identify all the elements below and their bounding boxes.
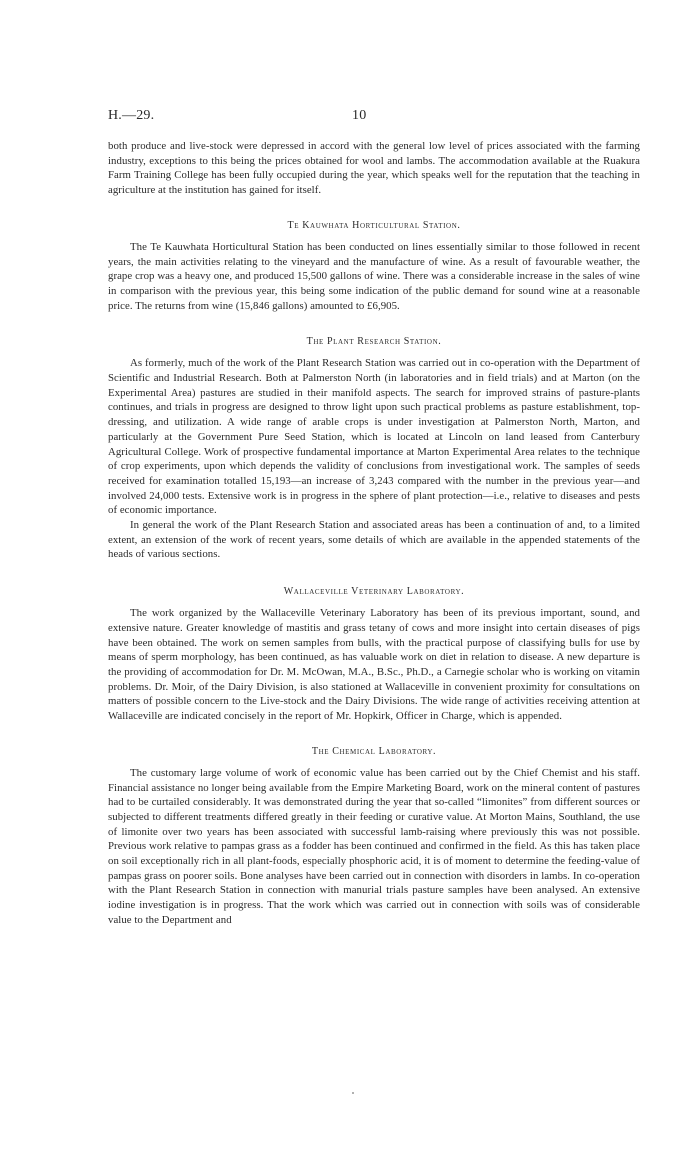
chemical-laboratory-paragraph: The customary large volume of work of economic value has been carried out by the Chief Chemist and his staff. Financial assistance no longer being available from the Empire Marketing Board, work on the mineral content of pastures had to be curtailed considerably. It was demonstrated during the year that so-called “limonites” from different sources or subjected to different treatments differed greatly in their feeding or curative value. At Morton Mains, Southland, the use of limonite over two years has been associated with successful lamb-raising where previously this was not possible. Previous work relative to pampas grass as a fodder has been continued and confirmed in the field. As this has taken place on soil exceptionally rich in all plant-foods, especially phosphoric acid, it is of moment to determine the feeding-value of pampas grass on poorer soils. Bone analyses have been carried out in connection with disorders in lambs. In co-operation with the Plant Research Station in connection with manurial trials pasture samples have been analysed. An extensive iodine investigation is in progress. That the work which was carried out in connection with soils was of considerable value to the Department and	[108, 766, 640, 926]
plant-research-paragraph-2: In general the work of the Plant Research Station and associated areas has been a continuation of and, to a limited extent, an extension of the work of recent years, some details of which are available in the appended statements of the heads of various sections.	[108, 519, 640, 561]
scan-speck	[352, 1092, 354, 1094]
document-reference: H.—29.	[108, 108, 155, 123]
wallaceville-paragraph: The work organized by the Wallaceville Veterinary Laboratory has been of its previous important, sound, and extensive nature. Greater knowledge of mastitis and grass tetany of cows and more insight into certain diseases of pigs have been obtained. The work on semen samples from bulls, with the practical purpose of classifying bulls for use by means of sperm morphology, has been continued, as has valuable work on diet in relation to disease. A new departure is the providing of accommodation for Dr. M. McOwan, M.A., B.Sc., Ph.D., a Carnegie scholar who is working on vitamin problems. Dr. Moir, of the Dairy Division, is also stationed at Wallaceville in convenient proximity for consultations on matters of possible concern to the Live-stock and the Dairy Divisions. The wide range of activities receiving attention at Wallaceville are indicated concisely in the report of Mr. Hopkirk, Officer in Charge, which is appended.	[108, 607, 640, 723]
heading-te-kauwhata: Te Kauwhata Horticultural Station.	[287, 219, 461, 231]
document-body	[108, 139, 640, 928]
te-kauwhata-paragraph: The Te Kauwhata Horticultural Station has been conducted on lines essentially similar to those followed in recent years, the main activities relating to the vineyard and the manufacture of wine. As a result of favourable weather, the grape crop was a heavy one, and produced 15,500 gallons of wine. There was a considerable increase in the sales of wine in comparison with the previous year, this being some indication of the public demand for sound wine at a reasonable price. The returns from wine (15,846 gallons) amounted to £6,905.	[108, 240, 640, 312]
heading-chemical-laboratory: The Chemical Laboratory.	[311, 745, 437, 757]
heading-plant-research: The Plant Research Station.	[306, 336, 442, 348]
plant-research-paragraph-1: As formerly, much of the work of the Plant Research Station was carried out in co-operation with the Department of Scientific and Industrial Research. Both at Palmerston North (in laboratories and in field trials) and at Marton (on the Experimental Area) pastures are studied in their manifold aspects. The search for improved strains of pasture-plants continues, and trials in progress are designed to throw light upon such practical problems as pasture establishment, top-dressing, and utilization. A wide range of arable crops is under investigation at Palmerston North, Marton, and particularly at the Government Pure Seed Station, which is located at Lincoln on land leased from Canterbury Agricultural College. Work of prospective fundamental importance at Marton Experimental Area relates to the technique of crop experiments, upon which depends the validity of conclusions from investigational work. The samples of seeds received for examination totalled 15,193—an increase of 3,243 compared with the number in the previous year—and involved 24,000 tests. Extensive work is in progress in the sphere of plant protection—i.e., relative to diseases and pests of economic importance.	[108, 357, 640, 517]
page-number: 10	[352, 108, 367, 123]
heading-wallaceville: Wallaceville Veterinary Laboratory.	[283, 586, 465, 598]
intro-paragraph: both produce and live-stock were depressed in accord with the general low level of prices associated with the farming industry, exceptions to this being the prices obtained for wool and lambs. The accommodation available at the Ruakura Farm Training College has been fully occupied during the year, which speaks well for the reputation that the teaching in agriculture at the institution has gained for itself.	[108, 140, 640, 197]
